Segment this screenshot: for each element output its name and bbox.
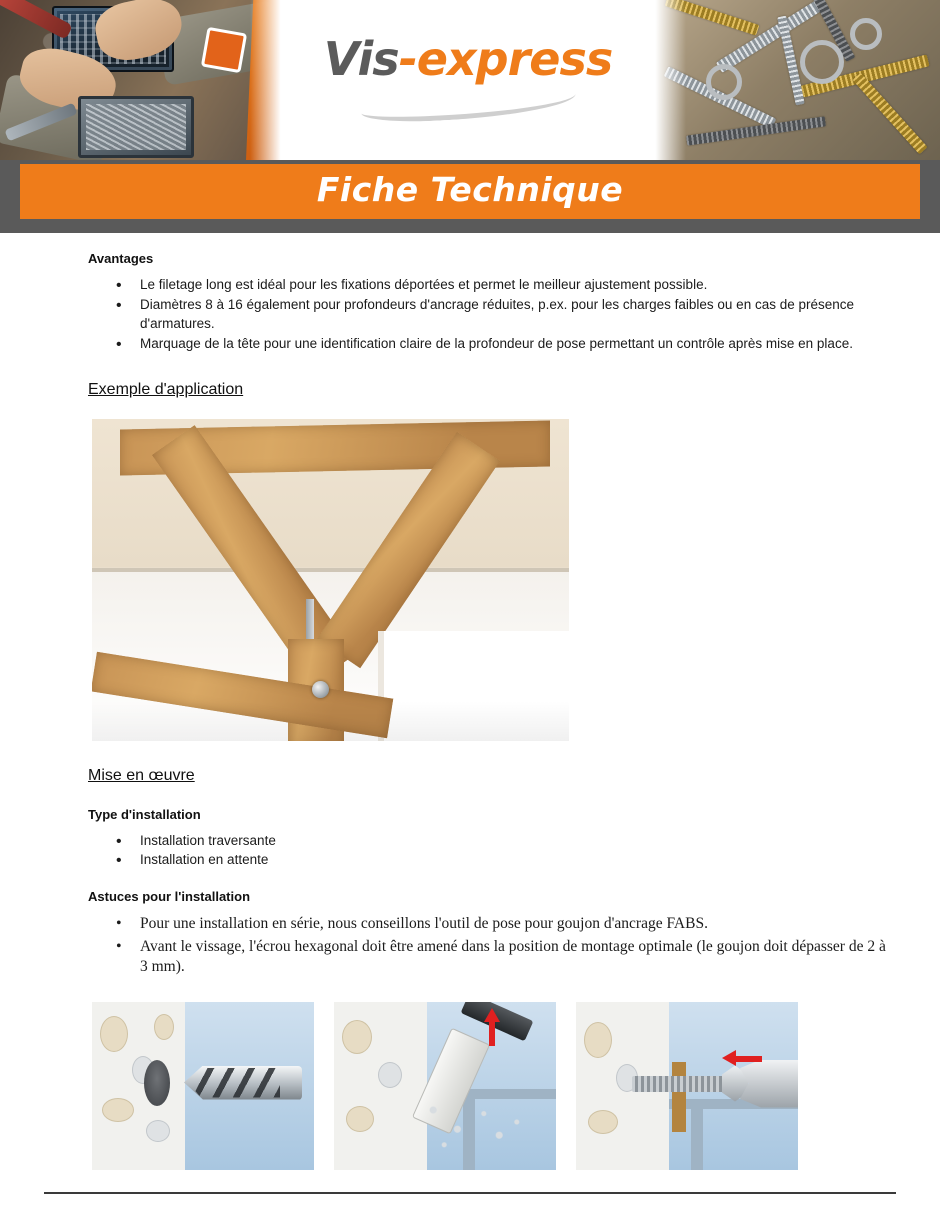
decorative-shape bbox=[188, 1068, 280, 1098]
logo-secondary: -express bbox=[398, 31, 613, 86]
heading-type-installation: Type d'installation bbox=[88, 807, 201, 823]
aggregate-shape bbox=[584, 1022, 612, 1058]
decorative-shape bbox=[92, 568, 569, 572]
threaded-rod bbox=[632, 1076, 736, 1092]
list-astuces bbox=[88, 914, 896, 977]
screw-tray bbox=[78, 96, 194, 158]
step-injection-image bbox=[334, 1002, 556, 1170]
heading-avantages: Avantages bbox=[88, 251, 154, 266]
aggregate-shape bbox=[346, 1106, 374, 1132]
aggregate-shape bbox=[588, 1110, 618, 1134]
aggregate-shape bbox=[100, 1016, 128, 1052]
logo-swoosh-icon bbox=[360, 82, 576, 124]
decorative-shape bbox=[201, 27, 247, 73]
brand-logo bbox=[323, 31, 613, 119]
wrench-icon bbox=[740, 1060, 798, 1108]
list-item: • Installation en attente bbox=[140, 851, 896, 869]
workbench-photo bbox=[0, 0, 286, 160]
step-drilling-image bbox=[92, 1002, 314, 1170]
washer-shape bbox=[800, 40, 844, 84]
decorative-shape bbox=[650, 0, 686, 160]
heading-astuces-installation: Astuces pour l'installation bbox=[88, 889, 251, 905]
list-item: • Installation traversante bbox=[140, 832, 896, 850]
list-item: • Le filetage long est idéal pour les fixations déportées et permet le meilleur ajustement possible. bbox=[140, 276, 896, 294]
step-tightening-image bbox=[576, 1002, 798, 1170]
installation-steps bbox=[92, 1002, 896, 1170]
heading-mise-en-oeuvre: Mise en œuvre bbox=[88, 767, 195, 785]
logo-primary: Vis bbox=[323, 31, 399, 86]
header-right-photo bbox=[650, 0, 940, 160]
steel-plate bbox=[691, 1099, 703, 1170]
list-item: • Diamètres 8 à 16 également pour profondeurs d'ancrage réduites, p.ex. pour les charges faibles ou en cas de présence d'armatures. bbox=[140, 296, 896, 333]
document-title-bar bbox=[20, 164, 920, 219]
decorative-shape bbox=[420, 1098, 530, 1158]
footer-divider bbox=[44, 1192, 896, 1194]
logo-area bbox=[286, 0, 650, 160]
title-underline bbox=[0, 225, 940, 233]
list-type-installation bbox=[88, 832, 896, 869]
mounted-bracket bbox=[672, 1062, 686, 1132]
screws-pile-photo bbox=[650, 0, 940, 160]
list-avantages bbox=[88, 276, 896, 353]
aggregate-shape bbox=[378, 1062, 402, 1088]
logo-text bbox=[323, 31, 613, 86]
drilled-hole bbox=[144, 1060, 170, 1106]
decorative-shape bbox=[92, 701, 569, 741]
aggregate-shape bbox=[154, 1014, 174, 1040]
document-content bbox=[0, 233, 940, 1170]
washer-shape bbox=[706, 64, 742, 100]
aggregate-shape bbox=[102, 1098, 134, 1122]
screw-shape bbox=[852, 73, 927, 155]
aggregate-shape bbox=[342, 1020, 372, 1054]
title-bar-container bbox=[0, 160, 940, 225]
header-left-photo bbox=[0, 0, 286, 160]
header-banner bbox=[0, 0, 940, 160]
list-item: • Avant le vissage, l'écrou hexagonal doit être amené dans la position de montage optimale (le goujon doit dépasser de 2 à 3 mm). bbox=[140, 937, 896, 978]
list-item: • Pour une installation en série, nous conseillons l'outil de pose pour goujon d'ancrage FABS. bbox=[140, 914, 896, 934]
list-item: • Marquage de la tête pour une identification claire de la profondeur de pose permettant un contrôle après mise en place. bbox=[140, 335, 896, 353]
application-example-photo bbox=[92, 419, 569, 741]
page-title: Fiche Technique bbox=[316, 170, 624, 209]
aggregate-shape bbox=[146, 1120, 170, 1142]
up-arrow-icon bbox=[489, 1020, 495, 1046]
left-arrow-icon bbox=[734, 1056, 762, 1062]
decorative-shape bbox=[250, 0, 286, 160]
heading-exemple-application: Exemple d'application bbox=[88, 381, 244, 399]
washer-shape bbox=[850, 18, 882, 50]
